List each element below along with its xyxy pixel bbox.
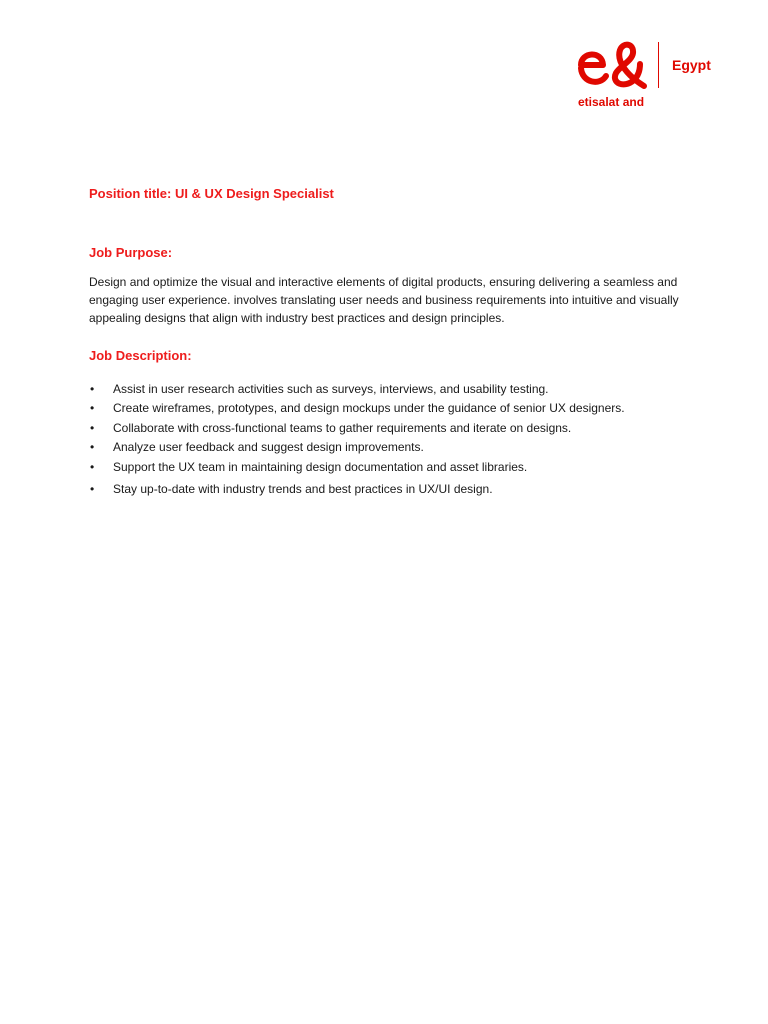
list-item-text: Assist in user research activities such as surveys, interviews, and usability testing.: [113, 382, 549, 396]
list-item-text: Analyze user feedback and suggest design improvements.: [113, 440, 424, 455]
list-item-text: Stay up-to-date with industry trends and best practices in UX/UI design.: [113, 481, 493, 496]
list-item: [89, 400, 699, 419]
job-description-heading: Job Description:: [89, 348, 192, 363]
company-logo: [576, 40, 716, 112]
job-purpose-text: Design and optimize the visual and interactive elements of digital products, ensuring delivering a seamless and engaging user experience. involves translating user needs and business requirements into intuitive and visually appealing designs that align with industry best practices and design principles.: [89, 275, 679, 325]
logo-region-label: Egypt: [672, 57, 711, 73]
bullet-icon: •: [90, 382, 95, 396]
list-item: [89, 459, 699, 478]
list-item: [89, 439, 699, 458]
list-item-text: Collaborate with cross-functional teams to gather requirements and iterate on designs.: [113, 420, 572, 435]
list-item: [89, 481, 699, 500]
logo-divider: [658, 42, 659, 88]
position-title: Position title: UI & UX Design Specialist: [89, 186, 334, 201]
bullet-icon: •: [90, 401, 95, 416]
list-item: [89, 381, 699, 400]
job-purpose-heading: Job Purpose:: [89, 245, 173, 260]
list-item: [89, 420, 699, 439]
bullet-icon: •: [90, 440, 95, 455]
list-item-text: Create wireframes, prototypes, and design mockups under the guidance of senior UX designers.: [113, 401, 625, 416]
logo-brand-label: etisalat and: [578, 95, 645, 109]
duty-list: [89, 381, 699, 500]
bullet-icon: •: [90, 420, 95, 435]
list-item-text: Support the UX team in maintaining design documentation and asset libraries.: [113, 459, 528, 474]
bullet-icon: •: [90, 459, 95, 474]
bullet-icon: •: [90, 481, 95, 496]
e-and-logo-mark: [576, 40, 654, 92]
